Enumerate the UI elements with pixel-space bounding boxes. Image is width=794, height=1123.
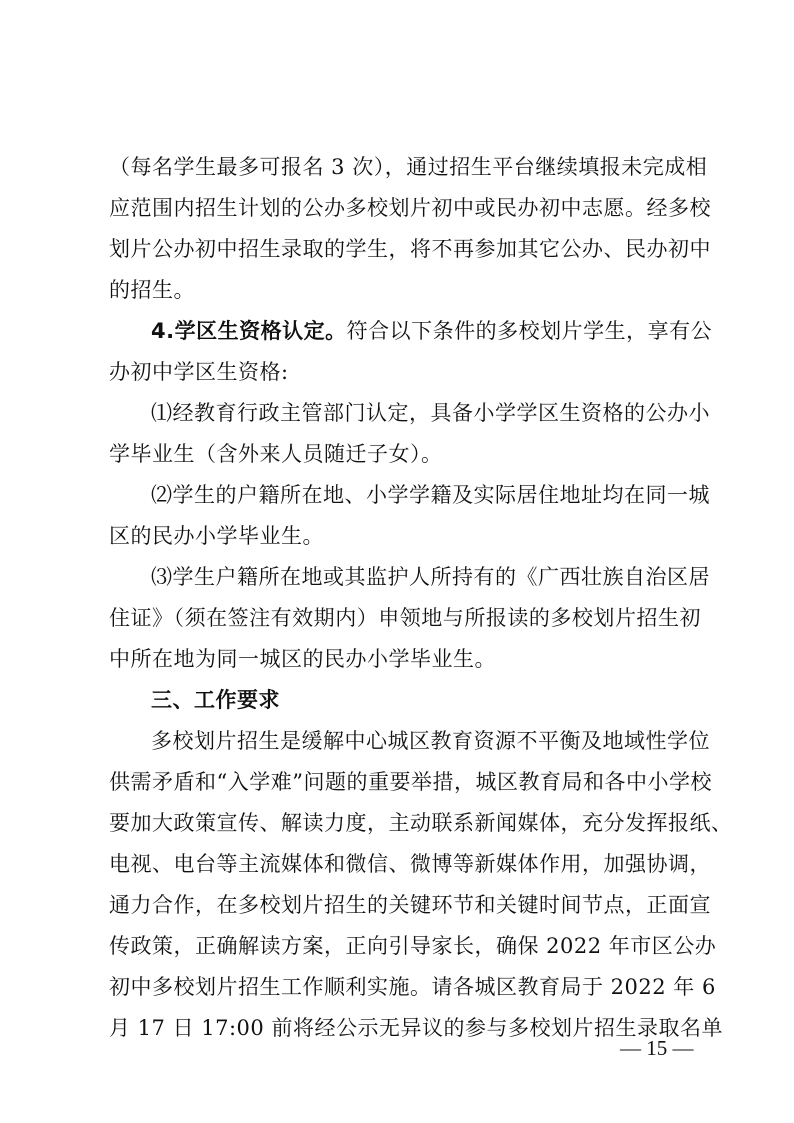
item4-line xyxy=(151,314,713,348)
paragraph1-line: 应范围内招生计划的公办多校划片初中或民办初中志愿。经多校 xyxy=(109,196,711,220)
condition3-line: 中所在地为同一城区的民办小学毕业生。 xyxy=(109,647,496,671)
paragraph1-line: （每名学生最多可报名 3 次），通过招生平台继续填报未完成相 xyxy=(109,155,708,179)
condition3-line: ⑶学生户籍所在地或其监护人所持有的《广西壮族自治区居 xyxy=(151,565,710,589)
paragraph-final-line: 传政策，正确解读方案，正向引导家长，确保 2022 年市区公办 xyxy=(109,934,717,958)
paragraph-final-line: 供需矛盾和“入学难”问题的重要举措，城区教育局和各中小学校 xyxy=(109,770,712,794)
condition2-line: ⑵学生的户籍所在地、小学学籍及实际居住地址均在同一城 xyxy=(151,483,710,507)
condition1-line: 学毕业生（含外来人员随迁子女）。 xyxy=(109,442,443,466)
paragraph-final-line: 要加大政策宣传、解读力度，主动联系新闻媒体，充分发挥报纸、 xyxy=(109,811,733,835)
item4-line: 办初中学区生资格: xyxy=(109,360,289,384)
paragraph-final-line: 初中多校划片招生工作顺利实施。请各城区教育局于 2022 年 6 xyxy=(109,975,716,999)
paragraph1-line: 划片公办初中招生录取的学生，将不再参加其它公办、民办初中 xyxy=(109,237,711,261)
paragraph1-line: 的招生。 xyxy=(109,278,195,302)
paragraph-final-line: 电视、电台等主流媒体和微信、微博等新媒体作用，加强协调， xyxy=(109,852,711,876)
section-heading: 三、工作要求 xyxy=(151,688,280,712)
item4-text: 符合以下条件的多校划片学生，享有公 xyxy=(346,319,713,343)
condition2-line: 区的民办小学毕业生。 xyxy=(109,524,324,548)
condition1-line: ⑴经教育行政主管部门认定，具备小学学区生资格的公办小 xyxy=(151,401,710,425)
paragraph-final-line: 月 17 日 17:00 前将经公示无异议的参与多校划片招生录取名单 xyxy=(109,1016,723,1040)
item4-title: 4.学区生资格认定。 xyxy=(151,319,347,343)
page-number: — 15 — xyxy=(620,1036,694,1060)
paragraph-final-line: 多校划片招生是缓解中心城区教育资源不平衡及地域性学位 xyxy=(151,729,710,753)
paragraph-final-line: 通力合作，在多校划片招生的关键环节和关键时间节点，正面宣 xyxy=(109,893,711,917)
condition3-line: 住证》（须在签注有效期内）申领地与所报读的多校划片招生初 xyxy=(109,606,701,630)
